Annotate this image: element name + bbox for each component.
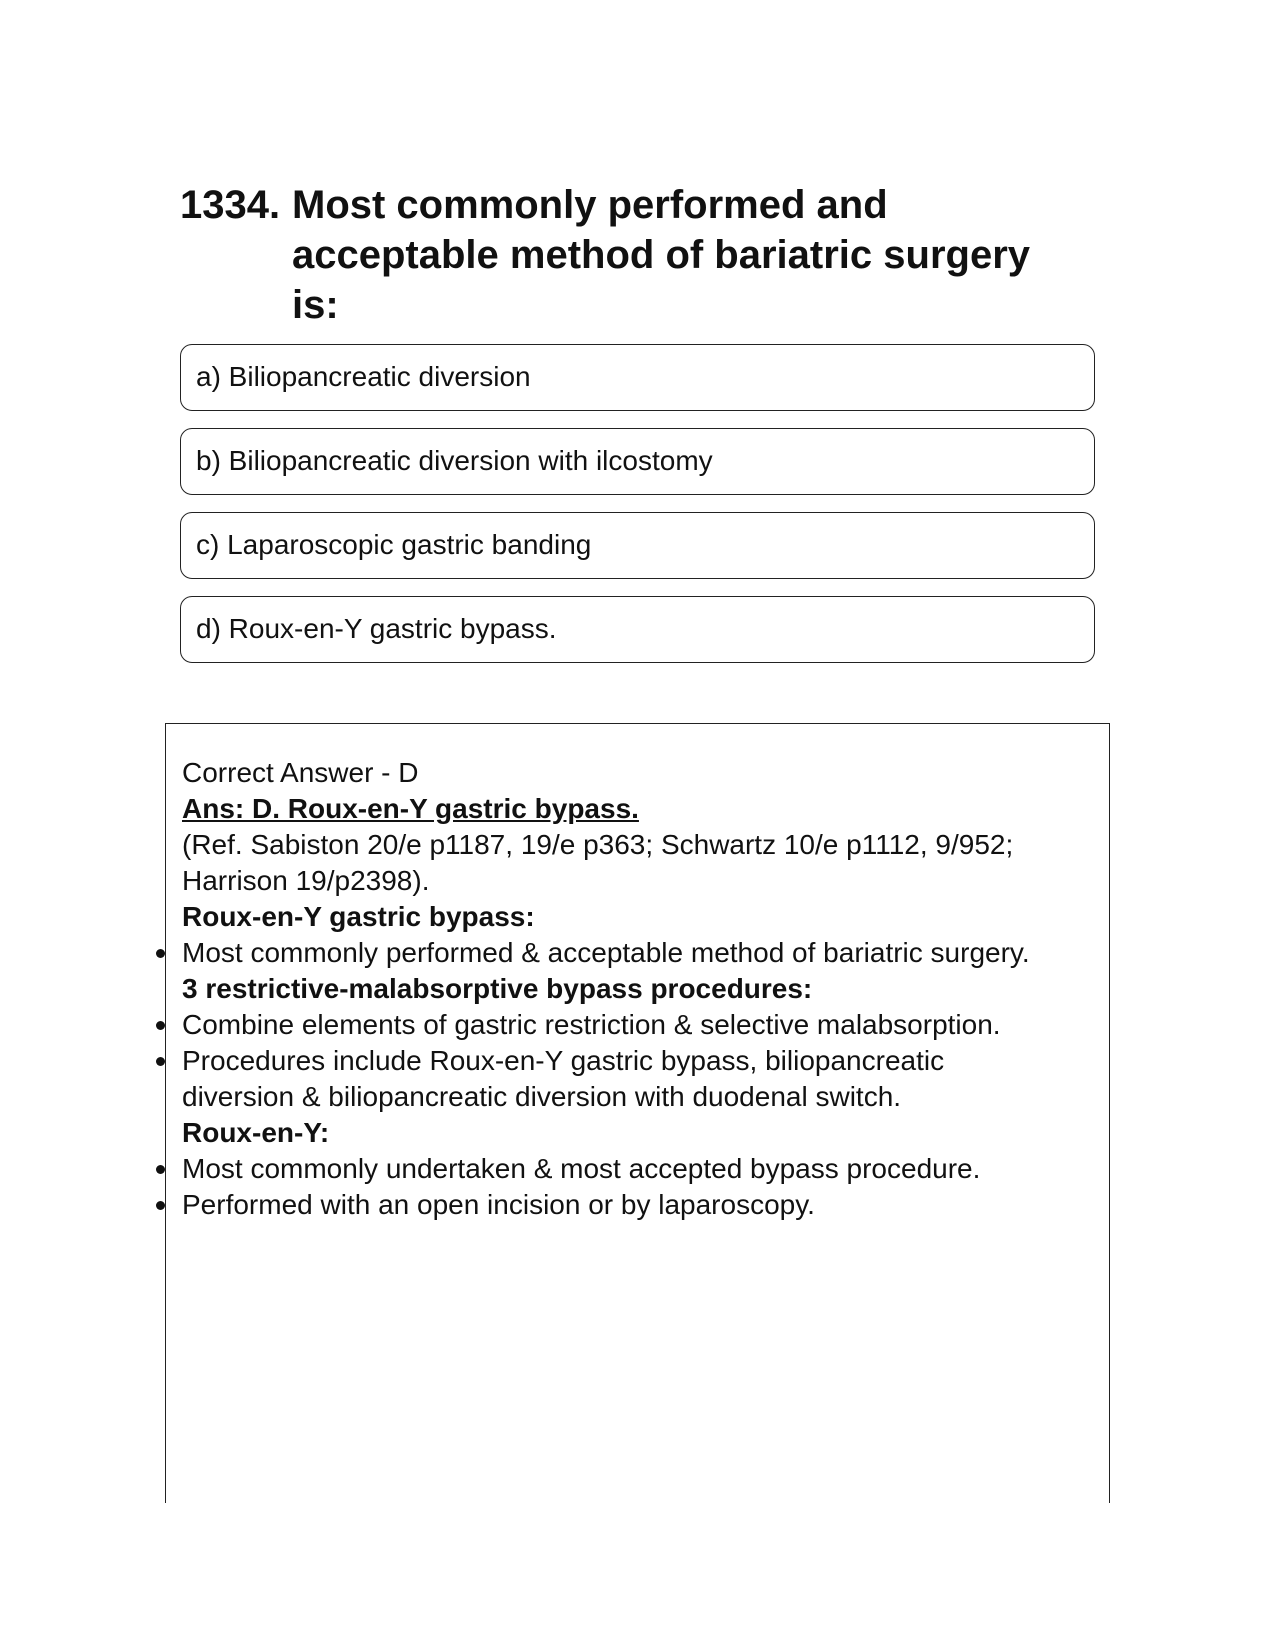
answer-content	[182, 755, 1097, 1223]
bullet-text: Most commonly undertaken & most accepted bypass procedure.	[182, 1153, 981, 1184]
bullet-item	[182, 1151, 1097, 1187]
reference-line-1: (Ref. Sabiston 20/e p1187, 19/e p363; Schwartz 10/e p1112, 9/952;	[182, 829, 1014, 860]
option-b[interactable]: b) Biliopancreatic diversion with ilcostomy	[180, 428, 1095, 495]
bullet-text: Combine elements of gastric restriction & selective malabsorption.	[182, 1009, 1001, 1040]
bullet-item	[182, 1187, 1097, 1223]
bullet-icon	[156, 1201, 165, 1210]
answer-title: Ans: D. Roux-en-Y gastric bypass.	[182, 793, 639, 824]
section-heading-roux: Roux-en-Y:	[182, 1117, 330, 1148]
question-text: Most commonly performed and acceptable method of bariatric surgery is:	[292, 183, 1031, 327]
bullet-item	[182, 935, 1097, 971]
question-number: 1334.	[180, 183, 281, 227]
bullet-icon	[156, 1165, 165, 1174]
bullet-text-line-1: Procedures include Roux-en-Y gastric bypass, biliopancreatic	[182, 1045, 945, 1076]
bullet-text: Performed with an open incision or by laparoscopy.	[182, 1189, 815, 1220]
bullet-icon	[156, 1021, 165, 1030]
option-d[interactable]: d) Roux-en-Y gastric bypass.	[180, 596, 1095, 663]
bullet-icon	[156, 949, 165, 958]
bullet-item	[182, 1007, 1097, 1043]
bullet-icon	[156, 1057, 165, 1066]
answer-box	[165, 723, 1110, 1503]
bullet-item	[182, 1043, 1097, 1115]
section-heading-roux-bypass: Roux-en-Y gastric bypass:	[182, 901, 535, 932]
reference-line-2: Harrison 19/p2398).	[182, 865, 430, 896]
section-heading-restrictive: 3 restrictive-malabsorptive bypass procedures:	[182, 973, 813, 1004]
bullet-text-line-2: diversion & biliopancreatic diversion with duodenal switch.	[182, 1081, 902, 1112]
correct-answer-line: Correct Answer - D	[182, 757, 419, 788]
option-c[interactable]: c) Laparoscopic gastric banding	[180, 512, 1095, 579]
option-a[interactable]: a) Biliopancreatic diversion	[180, 344, 1095, 411]
bullet-text: Most commonly performed & acceptable method of bariatric surgery.	[182, 937, 1030, 968]
